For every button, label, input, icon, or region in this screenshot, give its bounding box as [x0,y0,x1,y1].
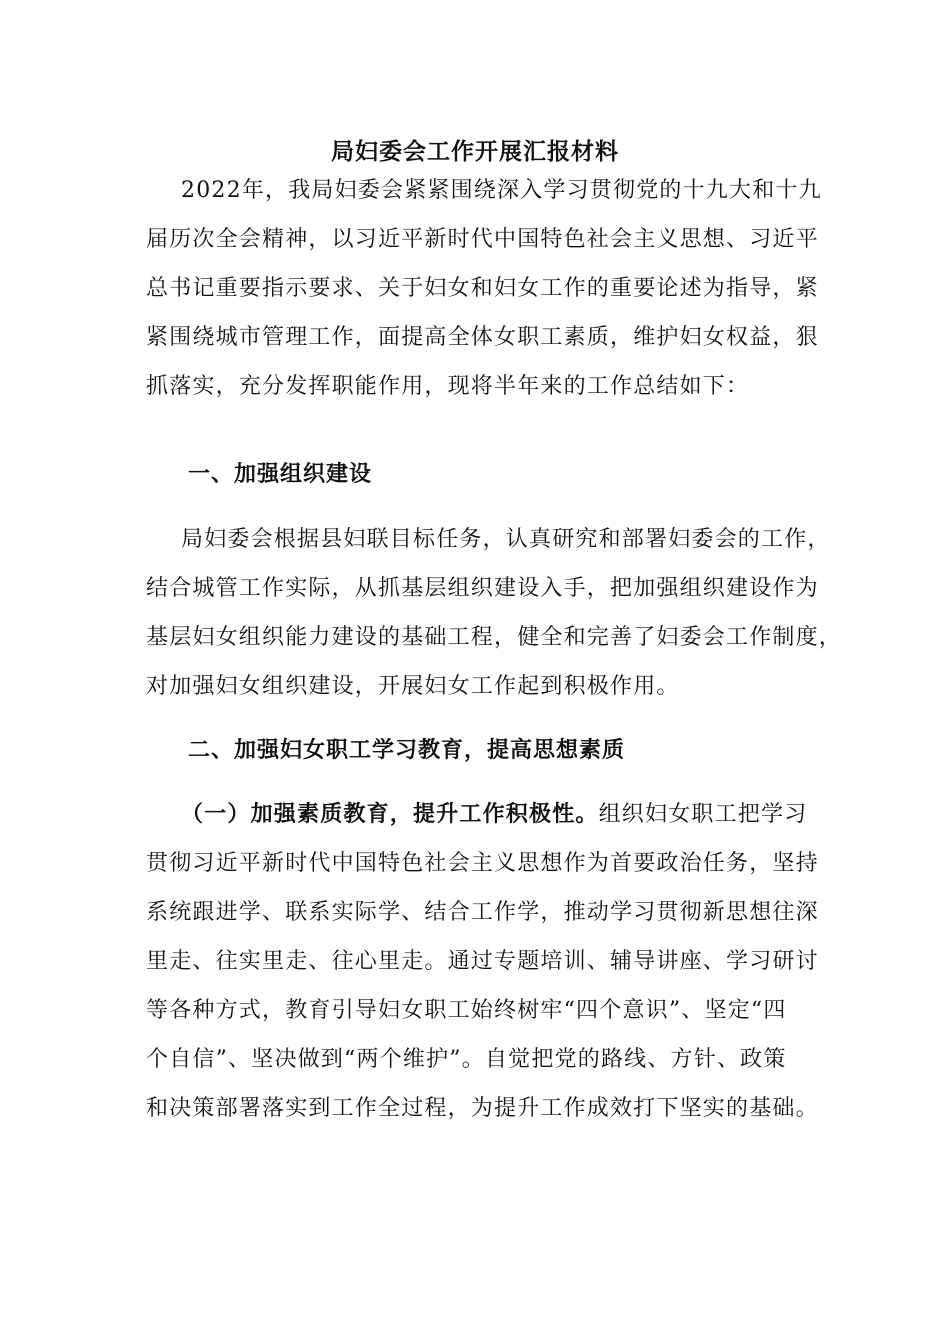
section-2-sub-1-line-6: 个自信”、坚决做到“两个维护”。自觉把党的路线、方针、政策 [146,1047,787,1072]
section-2-sub-1-line-2: 贯彻习近平新时代中国特色社会主义思想作为首要政治任务，坚持 [146,851,819,876]
section-2-sub-1-line-4: 里走、往实里走、往心里走。通过专题培训、辅导讲座、学习研讨 [146,949,819,974]
section-1-line-1: 局妇委会根据县妇联目标任务，认真研究和部署妇委会的工作， [181,527,831,552]
section-2-sub-1-line-3: 系统跟进学、联系实际学、结合工作学，推动学习贯彻新思想往深 [146,900,819,925]
section-2-sub-1-paragraph [146,790,824,1133]
section-1-line-3: 基层妇女组织能力建设的基础工程，健全和完善了妇委会工作制度， [146,625,843,650]
section-2-sub-1-line-1-rest: 组织妇女职工把学习 [598,802,808,827]
section-2-heading: 二、加强妇女职工学习教育，提高思想素质 [188,738,626,763]
intro-line-5: 抓落实，充分发挥职能作用，现将半年来的工作总结如下： [146,374,750,399]
intro-line-3: 总书记重要指示要求、关于妇女和妇女工作的重要论述为指导，紧 [146,276,819,301]
section-1-heading: 一、加强组织建设 [188,462,373,487]
intro-paragraph [146,166,824,411]
section-2-sub-1-lead: （一）加强素质教育，提升工作积极性。 [181,802,599,827]
section-1-line-4: 对加强妇女组织建设，开展妇女工作起到积极作用。 [146,674,680,699]
document-title: 局妇委会工作开展汇报材料 [331,138,619,165]
section-2-sub-1-line-7: 和决策部署落实到工作全过程，为提升工作成效打下坚实的基础。 [146,1096,819,1121]
section-2-sub-1-line-1 [146,790,824,839]
section-1-paragraph [146,515,843,711]
section-2-sub-1-line-5: 等各种方式，教育引导妇女职工始终树牢“四个意识”、坚定“四 [146,998,787,1023]
intro-line-1: 2022年，我局妇委会紧紧围绕深入学习贯彻党的十九大和十九 [181,178,822,203]
intro-line-2: 届历次全会精神，以习近平新时代中国特色社会主义思想、习近平 [146,227,819,252]
section-1-line-2: 结合城管工作实际，从抓基层组织建设入手，把加强组织建设作为 [146,576,819,601]
intro-line-4: 紧围绕城市管理工作，面提高全体女职工素质，维护妇女权益，狠 [146,325,819,350]
